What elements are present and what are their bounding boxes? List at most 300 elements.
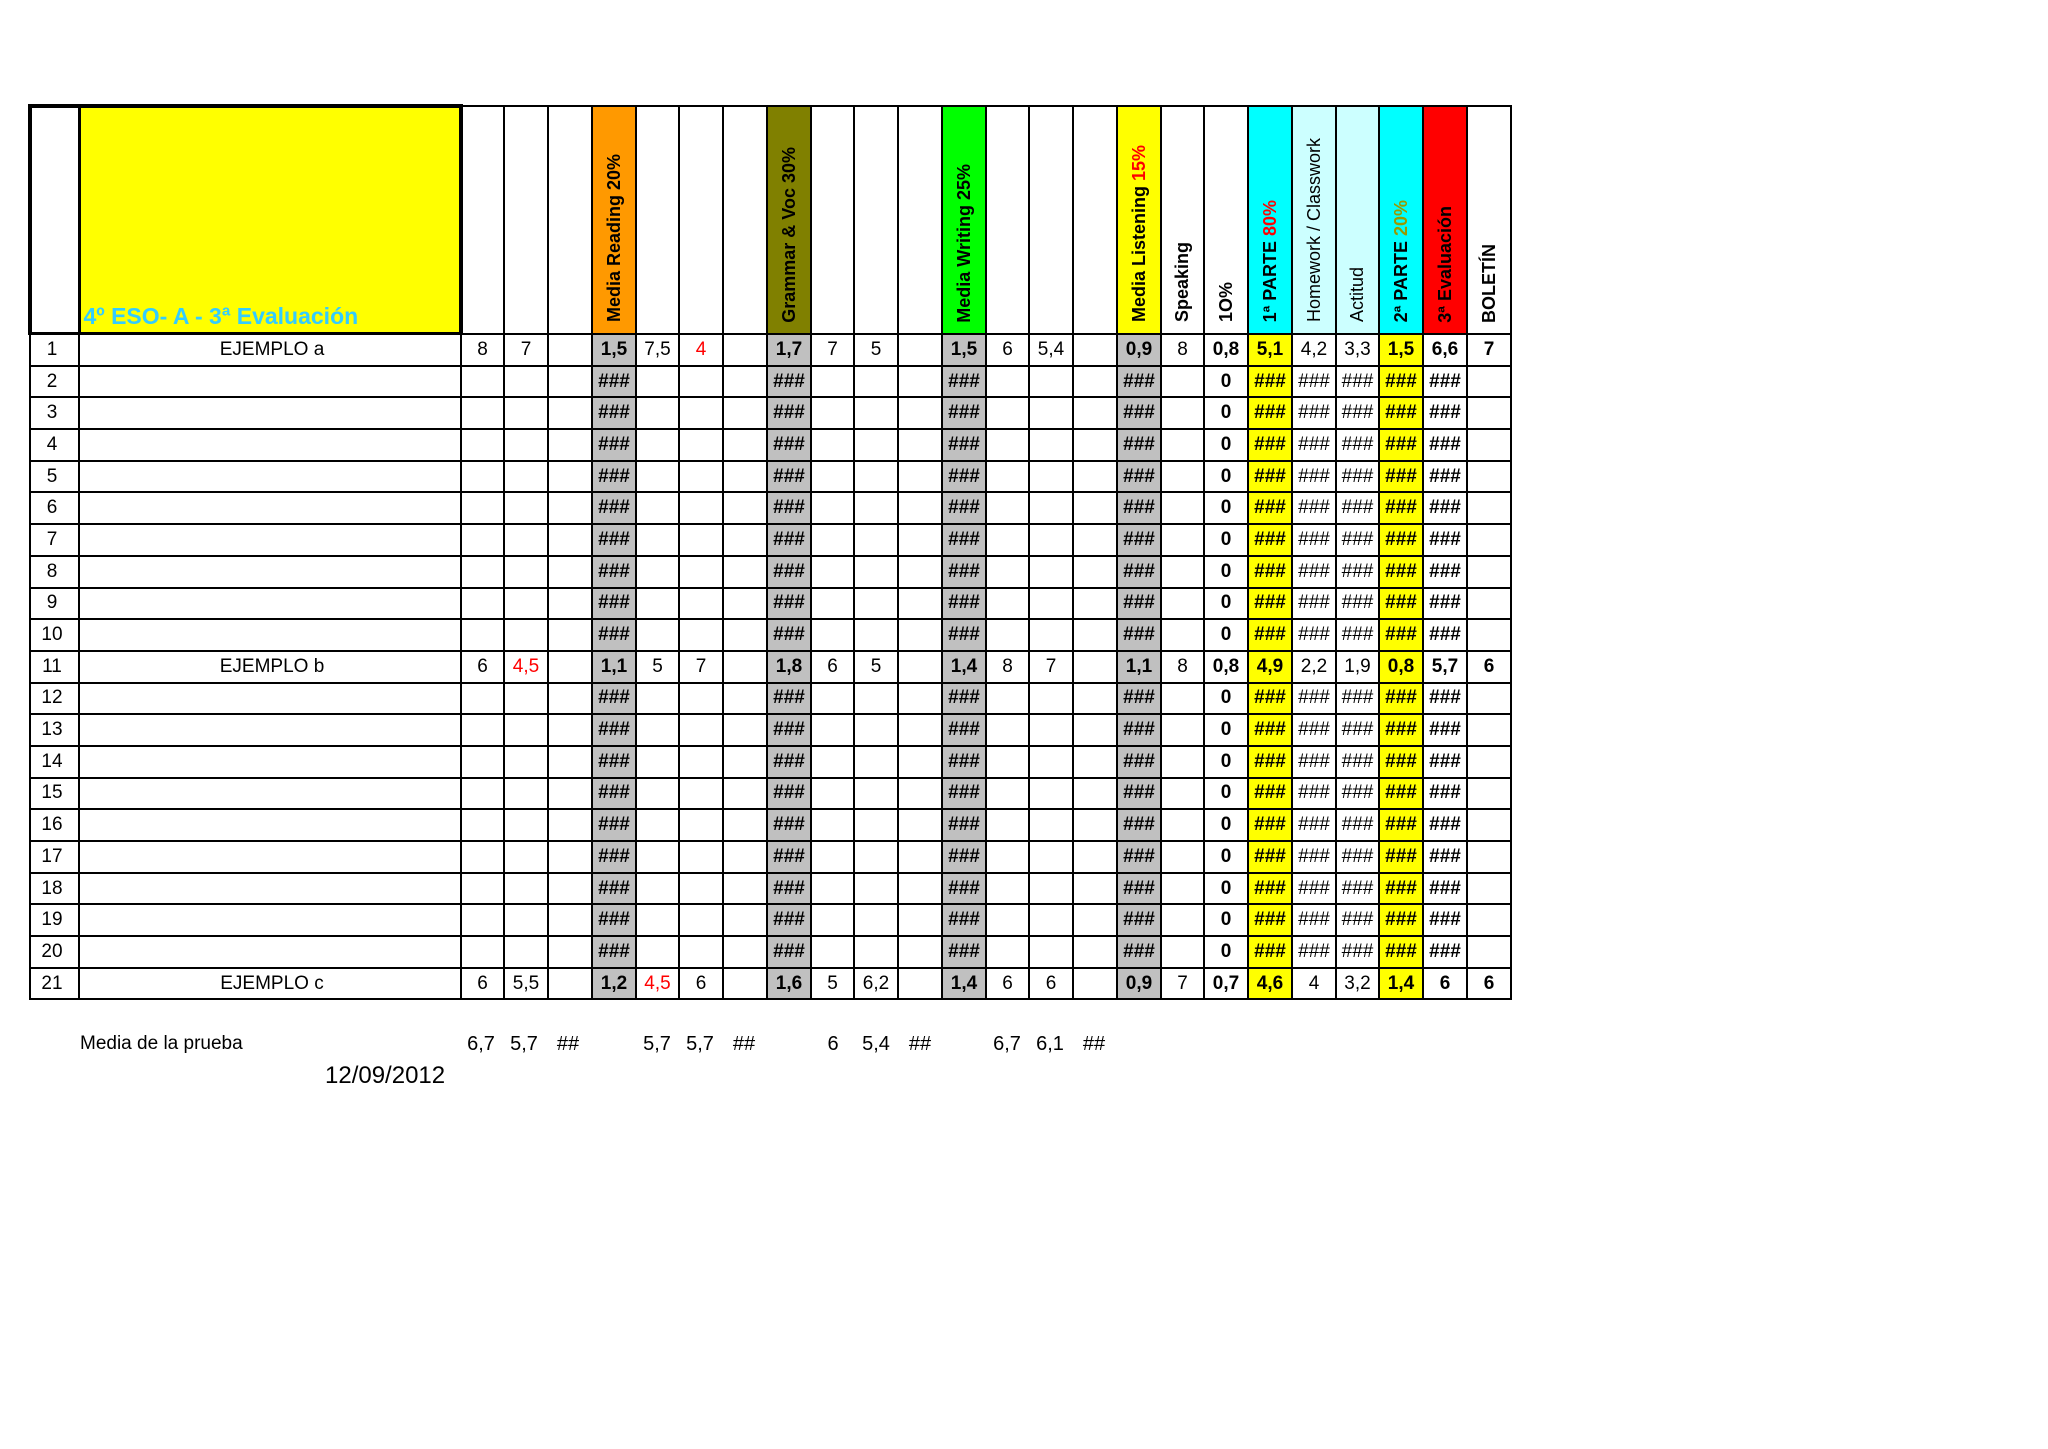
header-writing[interactable] <box>942 106 986 334</box>
cell-wm[interactable]: ### <box>942 397 986 429</box>
cell-w2[interactable] <box>854 429 898 461</box>
cell-bo[interactable] <box>1467 904 1511 936</box>
cell-l3[interactable] <box>1073 936 1117 968</box>
cell-rm[interactable]: ### <box>592 778 636 810</box>
cell-wm[interactable]: 1,5 <box>942 334 986 366</box>
cell-l1[interactable] <box>986 397 1029 429</box>
cell-g2[interactable] <box>679 841 723 873</box>
cell-bo[interactable] <box>1467 714 1511 746</box>
cell-rm[interactable]: ### <box>592 366 636 398</box>
cell-r1[interactable] <box>461 461 504 493</box>
cell-g1[interactable] <box>636 873 679 905</box>
cell-lm[interactable]: ### <box>1117 683 1161 715</box>
cell-bo[interactable] <box>1467 524 1511 556</box>
cell-ac[interactable]: 3,3 <box>1336 334 1379 366</box>
cell-r1[interactable] <box>461 366 504 398</box>
cell-gm[interactable]: ### <box>767 746 811 778</box>
cell-w3[interactable] <box>898 841 942 873</box>
cell-ac[interactable]: ### <box>1336 461 1379 493</box>
cell-r3[interactable] <box>548 683 592 715</box>
cell-ac[interactable]: ### <box>1336 809 1379 841</box>
cell-ten[interactable]: 0,8 <box>1204 334 1248 366</box>
cell-r2[interactable] <box>504 461 548 493</box>
cell-p1[interactable]: ### <box>1248 492 1292 524</box>
header-grammar[interactable] <box>767 106 811 334</box>
cell-ten[interactable]: 0 <box>1204 714 1248 746</box>
cell-w3[interactable] <box>898 651 942 683</box>
cell-ev[interactable]: ### <box>1423 904 1467 936</box>
cell-lm[interactable]: ### <box>1117 809 1161 841</box>
cell-w3[interactable] <box>898 492 942 524</box>
cell-r3[interactable] <box>548 809 592 841</box>
cell-w3[interactable] <box>898 683 942 715</box>
cell-g2[interactable] <box>679 524 723 556</box>
cell-p2[interactable]: ### <box>1379 746 1423 778</box>
cell-p2[interactable]: ### <box>1379 366 1423 398</box>
cell-ac[interactable]: 3,2 <box>1336 968 1379 1000</box>
cell-g3[interactable] <box>723 714 767 746</box>
cell-gm[interactable]: ### <box>767 683 811 715</box>
cell-p1[interactable]: ### <box>1248 556 1292 588</box>
cell-gm[interactable]: ### <box>767 809 811 841</box>
cell-lm[interactable]: ### <box>1117 936 1161 968</box>
cell-r3[interactable] <box>548 397 592 429</box>
cell-p1[interactable]: ### <box>1248 619 1292 651</box>
cell-lm[interactable]: ### <box>1117 556 1161 588</box>
student-name-cell[interactable] <box>79 683 461 715</box>
cell-p1[interactable]: ### <box>1248 461 1292 493</box>
cell-g1[interactable] <box>636 619 679 651</box>
cell-l2[interactable]: 7 <box>1029 651 1073 683</box>
student-name-cell[interactable] <box>79 556 461 588</box>
cell-g3[interactable] <box>723 397 767 429</box>
cell-g3[interactable] <box>723 904 767 936</box>
cell-l2[interactable] <box>1029 492 1073 524</box>
header-homework[interactable] <box>1292 106 1336 334</box>
cell-g2[interactable]: 7 <box>679 651 723 683</box>
header-reading[interactable] <box>592 106 636 334</box>
header-l2[interactable] <box>1029 106 1073 334</box>
cell-ten[interactable]: 0 <box>1204 873 1248 905</box>
cell-ten[interactable]: 0 <box>1204 746 1248 778</box>
cell-l1[interactable]: 6 <box>986 334 1029 366</box>
cell-wm[interactable]: ### <box>942 873 986 905</box>
cell-g3[interactable] <box>723 873 767 905</box>
cell-rm[interactable]: ### <box>592 588 636 620</box>
cell-ac[interactable]: ### <box>1336 619 1379 651</box>
cell-w2[interactable] <box>854 841 898 873</box>
cell-ev[interactable]: ### <box>1423 936 1467 968</box>
cell-r1[interactable] <box>461 873 504 905</box>
cell-r3[interactable] <box>548 714 592 746</box>
cell-sp[interactable] <box>1161 588 1204 620</box>
row-number[interactable]: 9 <box>30 588 79 620</box>
cell-l1[interactable] <box>986 809 1029 841</box>
cell-w2[interactable] <box>854 904 898 936</box>
cell-g3[interactable] <box>723 366 767 398</box>
cell-w3[interactable] <box>898 619 942 651</box>
cell-w2[interactable] <box>854 746 898 778</box>
cell-l3[interactable] <box>1073 651 1117 683</box>
cell-l1[interactable] <box>986 683 1029 715</box>
cell-gm[interactable]: 1,6 <box>767 968 811 1000</box>
cell-ten[interactable]: 0 <box>1204 461 1248 493</box>
cell-r2[interactable] <box>504 683 548 715</box>
cell-gm[interactable]: ### <box>767 492 811 524</box>
cell-g1[interactable] <box>636 524 679 556</box>
cell-sp[interactable] <box>1161 429 1204 461</box>
cell-l3[interactable] <box>1073 556 1117 588</box>
cell-gm[interactable]: ### <box>767 461 811 493</box>
cell-sp[interactable] <box>1161 556 1204 588</box>
cell-l3[interactable] <box>1073 588 1117 620</box>
cell-bo[interactable] <box>1467 397 1511 429</box>
cell-ac[interactable]: ### <box>1336 492 1379 524</box>
cell-ac[interactable]: ### <box>1336 524 1379 556</box>
cell-hw[interactable]: ### <box>1292 904 1336 936</box>
cell-lm[interactable]: ### <box>1117 841 1161 873</box>
cell-p1[interactable]: ### <box>1248 429 1292 461</box>
cell-sp[interactable] <box>1161 366 1204 398</box>
cell-rm[interactable]: ### <box>592 809 636 841</box>
cell-lm[interactable]: ### <box>1117 619 1161 651</box>
cell-ten[interactable]: 0 <box>1204 809 1248 841</box>
cell-w3[interactable] <box>898 556 942 588</box>
cell-bo[interactable]: 6 <box>1467 968 1511 1000</box>
cell-lm[interactable]: 0,9 <box>1117 334 1161 366</box>
cell-w3[interactable] <box>898 334 942 366</box>
cell-gm[interactable]: ### <box>767 524 811 556</box>
cell-ten[interactable]: 0 <box>1204 683 1248 715</box>
row-number[interactable]: 2 <box>30 366 79 398</box>
cell-l1[interactable] <box>986 366 1029 398</box>
cell-r2[interactable] <box>504 492 548 524</box>
cell-sp[interactable] <box>1161 461 1204 493</box>
cell-w1[interactable] <box>811 429 854 461</box>
cell-hw[interactable]: 4 <box>1292 968 1336 1000</box>
cell-gm[interactable]: ### <box>767 841 811 873</box>
cell-ev[interactable]: ### <box>1423 556 1467 588</box>
cell-r1[interactable]: 8 <box>461 334 504 366</box>
cell-lm[interactable]: ### <box>1117 778 1161 810</box>
cell-r1[interactable] <box>461 556 504 588</box>
cell-r1[interactable] <box>461 936 504 968</box>
cell-lm[interactable]: 1,1 <box>1117 651 1161 683</box>
cell-p2[interactable]: ### <box>1379 588 1423 620</box>
cell-g3[interactable] <box>723 683 767 715</box>
cell-p2[interactable]: ### <box>1379 619 1423 651</box>
cell-lm[interactable]: 0,9 <box>1117 968 1161 1000</box>
cell-w1[interactable] <box>811 873 854 905</box>
header-parte2[interactable] <box>1379 106 1423 334</box>
cell-w3[interactable] <box>898 778 942 810</box>
cell-g3[interactable] <box>723 809 767 841</box>
row-number[interactable]: 12 <box>30 683 79 715</box>
row-number[interactable]: 6 <box>30 492 79 524</box>
cell-p1[interactable]: ### <box>1248 873 1292 905</box>
cell-w1[interactable] <box>811 841 854 873</box>
cell-lm[interactable]: ### <box>1117 588 1161 620</box>
cell-hw[interactable]: ### <box>1292 556 1336 588</box>
student-name-cell[interactable] <box>79 492 461 524</box>
cell-g2[interactable] <box>679 588 723 620</box>
cell-r2[interactable] <box>504 936 548 968</box>
student-name-cell[interactable] <box>79 366 461 398</box>
cell-p1[interactable]: ### <box>1248 841 1292 873</box>
cell-p2[interactable]: ### <box>1379 397 1423 429</box>
cell-g3[interactable] <box>723 524 767 556</box>
cell-bo[interactable] <box>1467 841 1511 873</box>
cell-p1[interactable]: ### <box>1248 683 1292 715</box>
cell-bo[interactable] <box>1467 429 1511 461</box>
row-number[interactable]: 1 <box>30 334 79 366</box>
header-listening[interactable] <box>1117 106 1161 334</box>
cell-r2[interactable] <box>504 904 548 936</box>
cell-wm[interactable]: ### <box>942 714 986 746</box>
cell-r1[interactable] <box>461 809 504 841</box>
cell-r2[interactable] <box>504 778 548 810</box>
cell-l3[interactable] <box>1073 809 1117 841</box>
cell-rm[interactable]: ### <box>592 556 636 588</box>
cell-ten[interactable]: 0 <box>1204 366 1248 398</box>
row-number[interactable]: 10 <box>30 619 79 651</box>
cell-ac[interactable]: ### <box>1336 714 1379 746</box>
cell-w1[interactable] <box>811 714 854 746</box>
cell-ev[interactable]: ### <box>1423 429 1467 461</box>
cell-w2[interactable] <box>854 936 898 968</box>
cell-g1[interactable]: 4,5 <box>636 968 679 1000</box>
cell-g2[interactable] <box>679 366 723 398</box>
cell-w3[interactable] <box>898 936 942 968</box>
cell-g1[interactable] <box>636 492 679 524</box>
cell-l2[interactable] <box>1029 683 1073 715</box>
cell-wm[interactable]: ### <box>942 556 986 588</box>
cell-p2[interactable]: 1,4 <box>1379 968 1423 1000</box>
cell-w3[interactable] <box>898 904 942 936</box>
cell-hw[interactable]: ### <box>1292 397 1336 429</box>
cell-l3[interactable] <box>1073 746 1117 778</box>
cell-gm[interactable]: ### <box>767 904 811 936</box>
cell-w3[interactable] <box>898 397 942 429</box>
cell-gm[interactable]: ### <box>767 366 811 398</box>
cell-ac[interactable]: ### <box>1336 904 1379 936</box>
cell-l2[interactable] <box>1029 841 1073 873</box>
cell-p2[interactable]: ### <box>1379 556 1423 588</box>
cell-g1[interactable] <box>636 461 679 493</box>
cell-sp[interactable]: 7 <box>1161 968 1204 1000</box>
cell-w1[interactable] <box>811 746 854 778</box>
cell-g3[interactable] <box>723 968 767 1000</box>
cell-wm[interactable]: ### <box>942 524 986 556</box>
cell-lm[interactable]: ### <box>1117 746 1161 778</box>
cell-lm[interactable]: ### <box>1117 397 1161 429</box>
cell-w3[interactable] <box>898 873 942 905</box>
cell-w2[interactable] <box>854 714 898 746</box>
cell-wm[interactable]: ### <box>942 366 986 398</box>
cell-w3[interactable] <box>898 746 942 778</box>
cell-p1[interactable]: ### <box>1248 524 1292 556</box>
header-speaking[interactable] <box>1161 106 1204 334</box>
cell-g2[interactable] <box>679 397 723 429</box>
cell-sp[interactable] <box>1161 524 1204 556</box>
cell-g2[interactable] <box>679 461 723 493</box>
cell-g2[interactable] <box>679 619 723 651</box>
cell-g3[interactable] <box>723 588 767 620</box>
cell-w2[interactable] <box>854 809 898 841</box>
cell-p1[interactable]: ### <box>1248 397 1292 429</box>
cell-wm[interactable]: ### <box>942 429 986 461</box>
cell-g2[interactable] <box>679 556 723 588</box>
cell-ev[interactable]: ### <box>1423 809 1467 841</box>
cell-sp[interactable] <box>1161 936 1204 968</box>
cell-bo[interactable] <box>1467 588 1511 620</box>
cell-r3[interactable] <box>548 746 592 778</box>
cell-p1[interactable]: ### <box>1248 904 1292 936</box>
cell-rm[interactable]: ### <box>592 873 636 905</box>
student-name-cell[interactable] <box>79 778 461 810</box>
cell-ten[interactable]: 0 <box>1204 556 1248 588</box>
cell-p2[interactable]: 0,8 <box>1379 651 1423 683</box>
cell-w1[interactable] <box>811 461 854 493</box>
cell-rm[interactable]: ### <box>592 936 636 968</box>
cell-wm[interactable]: ### <box>942 936 986 968</box>
cell-wm[interactable]: ### <box>942 778 986 810</box>
cell-p2[interactable]: ### <box>1379 936 1423 968</box>
cell-hw[interactable]: ### <box>1292 461 1336 493</box>
cell-ten[interactable]: 0 <box>1204 778 1248 810</box>
cell-ten[interactable]: 0 <box>1204 588 1248 620</box>
cell-w2[interactable] <box>854 524 898 556</box>
cell-r1[interactable] <box>461 714 504 746</box>
cell-r2[interactable] <box>504 429 548 461</box>
header-r3[interactable] <box>548 106 592 334</box>
cell-r3[interactable] <box>548 873 592 905</box>
cell-p1[interactable]: ### <box>1248 809 1292 841</box>
cell-wm[interactable]: ### <box>942 588 986 620</box>
cell-r2[interactable] <box>504 714 548 746</box>
cell-r2[interactable] <box>504 556 548 588</box>
cell-r2[interactable] <box>504 809 548 841</box>
cell-l1[interactable] <box>986 492 1029 524</box>
cell-l2[interactable] <box>1029 461 1073 493</box>
cell-hw[interactable]: ### <box>1292 492 1336 524</box>
cell-l2[interactable] <box>1029 397 1073 429</box>
cell-l2[interactable] <box>1029 778 1073 810</box>
header-boletin[interactable] <box>1467 106 1511 334</box>
cell-g3[interactable] <box>723 461 767 493</box>
cell-bo[interactable] <box>1467 683 1511 715</box>
cell-rm[interactable]: ### <box>592 461 636 493</box>
cell-r3[interactable] <box>548 778 592 810</box>
header-ten[interactable] <box>1204 106 1248 334</box>
cell-hw[interactable]: ### <box>1292 936 1336 968</box>
cell-l3[interactable] <box>1073 873 1117 905</box>
cell-l1[interactable] <box>986 588 1029 620</box>
cell-rm[interactable]: ### <box>592 714 636 746</box>
cell-w2[interactable] <box>854 492 898 524</box>
cell-w2[interactable] <box>854 461 898 493</box>
cell-sp[interactable]: 8 <box>1161 334 1204 366</box>
cell-wm[interactable]: ### <box>942 841 986 873</box>
cell-ten[interactable]: 0 <box>1204 397 1248 429</box>
cell-bo[interactable] <box>1467 746 1511 778</box>
cell-hw[interactable]: 2,2 <box>1292 651 1336 683</box>
cell-ten[interactable]: 0,7 <box>1204 968 1248 1000</box>
row-number[interactable]: 8 <box>30 556 79 588</box>
cell-r1[interactable] <box>461 619 504 651</box>
cell-rm[interactable]: ### <box>592 683 636 715</box>
cell-l1[interactable] <box>986 429 1029 461</box>
cell-sp[interactable]: 8 <box>1161 651 1204 683</box>
cell-ten[interactable]: 0 <box>1204 904 1248 936</box>
cell-p2[interactable]: ### <box>1379 714 1423 746</box>
cell-g1[interactable] <box>636 778 679 810</box>
cell-g1[interactable] <box>636 904 679 936</box>
header-g3[interactable] <box>723 106 767 334</box>
cell-w2[interactable] <box>854 556 898 588</box>
cell-r2[interactable] <box>504 619 548 651</box>
cell-p1[interactable]: ### <box>1248 714 1292 746</box>
cell-r1[interactable] <box>461 778 504 810</box>
cell-hw[interactable]: 4,2 <box>1292 334 1336 366</box>
cell-w3[interactable] <box>898 809 942 841</box>
cell-lm[interactable]: ### <box>1117 461 1161 493</box>
cell-sp[interactable] <box>1161 683 1204 715</box>
cell-ev[interactable]: ### <box>1423 714 1467 746</box>
cell-l2[interactable] <box>1029 588 1073 620</box>
cell-w1[interactable] <box>811 619 854 651</box>
header-evaluacion[interactable] <box>1423 106 1467 334</box>
row-number[interactable]: 13 <box>30 714 79 746</box>
cell-p2[interactable]: ### <box>1379 873 1423 905</box>
cell-p2[interactable]: ### <box>1379 904 1423 936</box>
cell-l3[interactable] <box>1073 683 1117 715</box>
header-w3[interactable] <box>898 106 942 334</box>
cell-hw[interactable]: ### <box>1292 714 1336 746</box>
cell-l2[interactable] <box>1029 619 1073 651</box>
cell-wm[interactable]: ### <box>942 461 986 493</box>
cell-l2[interactable] <box>1029 873 1073 905</box>
cell-g3[interactable] <box>723 778 767 810</box>
cell-w2[interactable] <box>854 619 898 651</box>
cell-wm[interactable]: 1,4 <box>942 968 986 1000</box>
cell-w3[interactable] <box>898 429 942 461</box>
cell-w1[interactable] <box>811 936 854 968</box>
cell-l2[interactable] <box>1029 366 1073 398</box>
student-name-cell[interactable] <box>79 619 461 651</box>
cell-rm[interactable]: ### <box>592 429 636 461</box>
cell-ac[interactable]: ### <box>1336 397 1379 429</box>
cell-ev[interactable]: ### <box>1423 746 1467 778</box>
cell-r2[interactable] <box>504 746 548 778</box>
cell-ev[interactable]: 6 <box>1423 968 1467 1000</box>
cell-l1[interactable] <box>986 873 1029 905</box>
cell-g2[interactable] <box>679 904 723 936</box>
cell-r3[interactable] <box>548 366 592 398</box>
student-name-cell[interactable] <box>79 936 461 968</box>
cell-p2[interactable]: ### <box>1379 841 1423 873</box>
cell-ev[interactable]: ### <box>1423 461 1467 493</box>
cell-g3[interactable] <box>723 936 767 968</box>
cell-w2[interactable] <box>854 683 898 715</box>
cell-p2[interactable]: ### <box>1379 461 1423 493</box>
cell-sp[interactable] <box>1161 809 1204 841</box>
cell-p1[interactable]: ### <box>1248 746 1292 778</box>
cell-l1[interactable] <box>986 524 1029 556</box>
cell-r2[interactable] <box>504 588 548 620</box>
cell-gm[interactable]: ### <box>767 556 811 588</box>
header-r1[interactable] <box>461 106 504 334</box>
